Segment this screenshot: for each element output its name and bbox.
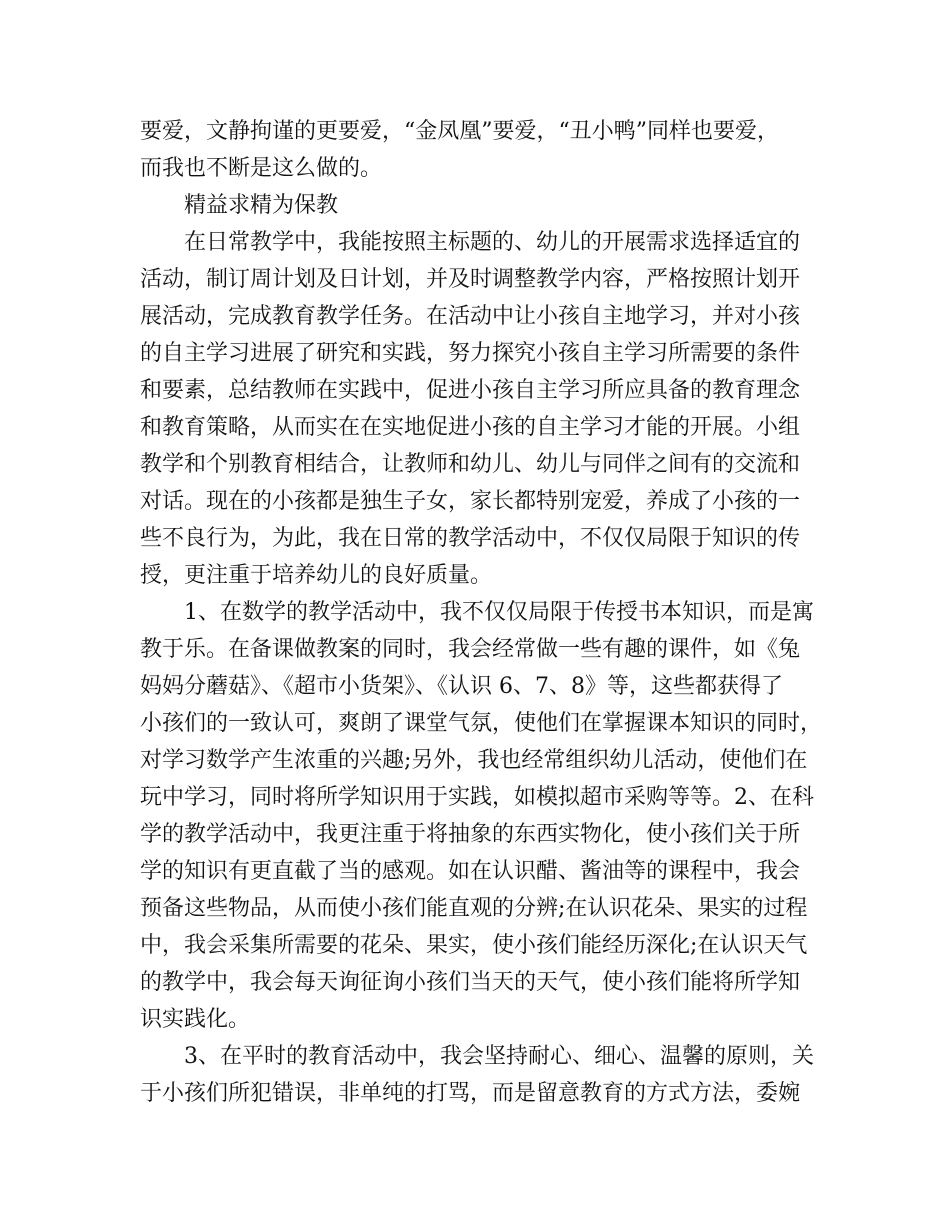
- text-line: 在日常教学中，我能按照主标题的、幼儿的开展需求选择适宜的: [184, 230, 801, 255]
- text-line: 和教育策略，从而实在在实地促进小孩的自主学习才能的开展。小组: [140, 415, 801, 440]
- text-line: 些不良行为，为此，我在日常的教学活动中，不仅仅局限于知识的传: [140, 526, 801, 551]
- text-line: 妈妈分蘑菇》、《超市小货架》、《认识 6、7、8》等，这些都获得了: [140, 674, 783, 699]
- text-line: 对话。现在的小孩都是独生子女，家长都特别宠爱，养成了小孩的一: [140, 489, 801, 514]
- text-line: 的教学中，我会每天询征询小孩们当天的天气，使小孩们能将所学知: [140, 970, 801, 995]
- text-line: 于小孩们所犯错误，非单纯的打骂，而是留意教育的方式方法，委婉: [140, 1081, 801, 1106]
- text-line: 学的教学活动中，我更注重于将抽象的东西实物化，使小孩们关于所: [140, 822, 801, 847]
- text-line: 而我也不断是这么做的。: [140, 156, 383, 181]
- text-line: 教于乐。在备课做教案的同时，我会经常做一些有趣的课件，如《兔: [140, 637, 801, 662]
- text-line: 活动，制订周计划及日计划，并及时调整教学内容，严格按照计划开: [140, 267, 801, 292]
- text-line: 玩中学习，同时将所学知识用于实践，如模拟超市采购等等。2、在科: [140, 785, 814, 810]
- text-line: 展活动，完成教育教学任务。在活动中让小孩自主地学习，并对小孩: [140, 304, 801, 329]
- section-heading: 精益求精为保教: [184, 193, 339, 218]
- text-line: 中，我会采集所需要的花朵、果实，使小孩们能经历深化;在认识天气: [140, 933, 808, 958]
- text-line: 对学习数学产生浓重的兴趣;另外，我也经常组织幼儿活动，使他们在: [140, 748, 808, 773]
- text-line: 预备这些物品，从而使小孩们能直观的分辨;在认识花朵、果实的过程: [140, 896, 808, 921]
- text-line: 小孩们的一致认可，爽朗了课堂气氛，使他们在掌握课本知识的同时，: [140, 711, 823, 736]
- text-line: 教学和个别教育相结合，让教师和幼儿、幼儿与同伴之间有的交流和: [140, 452, 801, 477]
- text-line: 1、在数学的教学活动中，我不仅仅局限于传授书本知识，而是寓: [184, 600, 814, 625]
- text-line: 学的知识有更直截了当的感观。如在认识醋、酱油等的课程中，我会: [140, 859, 801, 884]
- text-line: 3、在平时的教育活动中，我会坚持耐心、细心、温馨的原则，关: [184, 1044, 814, 1069]
- text-line: 的自主学习进展了研究和实践，努力探究小孩自主学习所需要的条件: [140, 341, 801, 366]
- text-line: 授，更注重于培养幼儿的良好质量。: [140, 563, 493, 588]
- text-line: 和要素，总结教师在实践中，促进小孩自主学习所应具备的教育理念: [140, 378, 801, 403]
- text-line: 识实践化。: [140, 1007, 251, 1032]
- text-line: 要爱，文静拘谨的更要爱，“金凤凰”要爱，“丑小鸭”同样也要爱，: [140, 119, 779, 144]
